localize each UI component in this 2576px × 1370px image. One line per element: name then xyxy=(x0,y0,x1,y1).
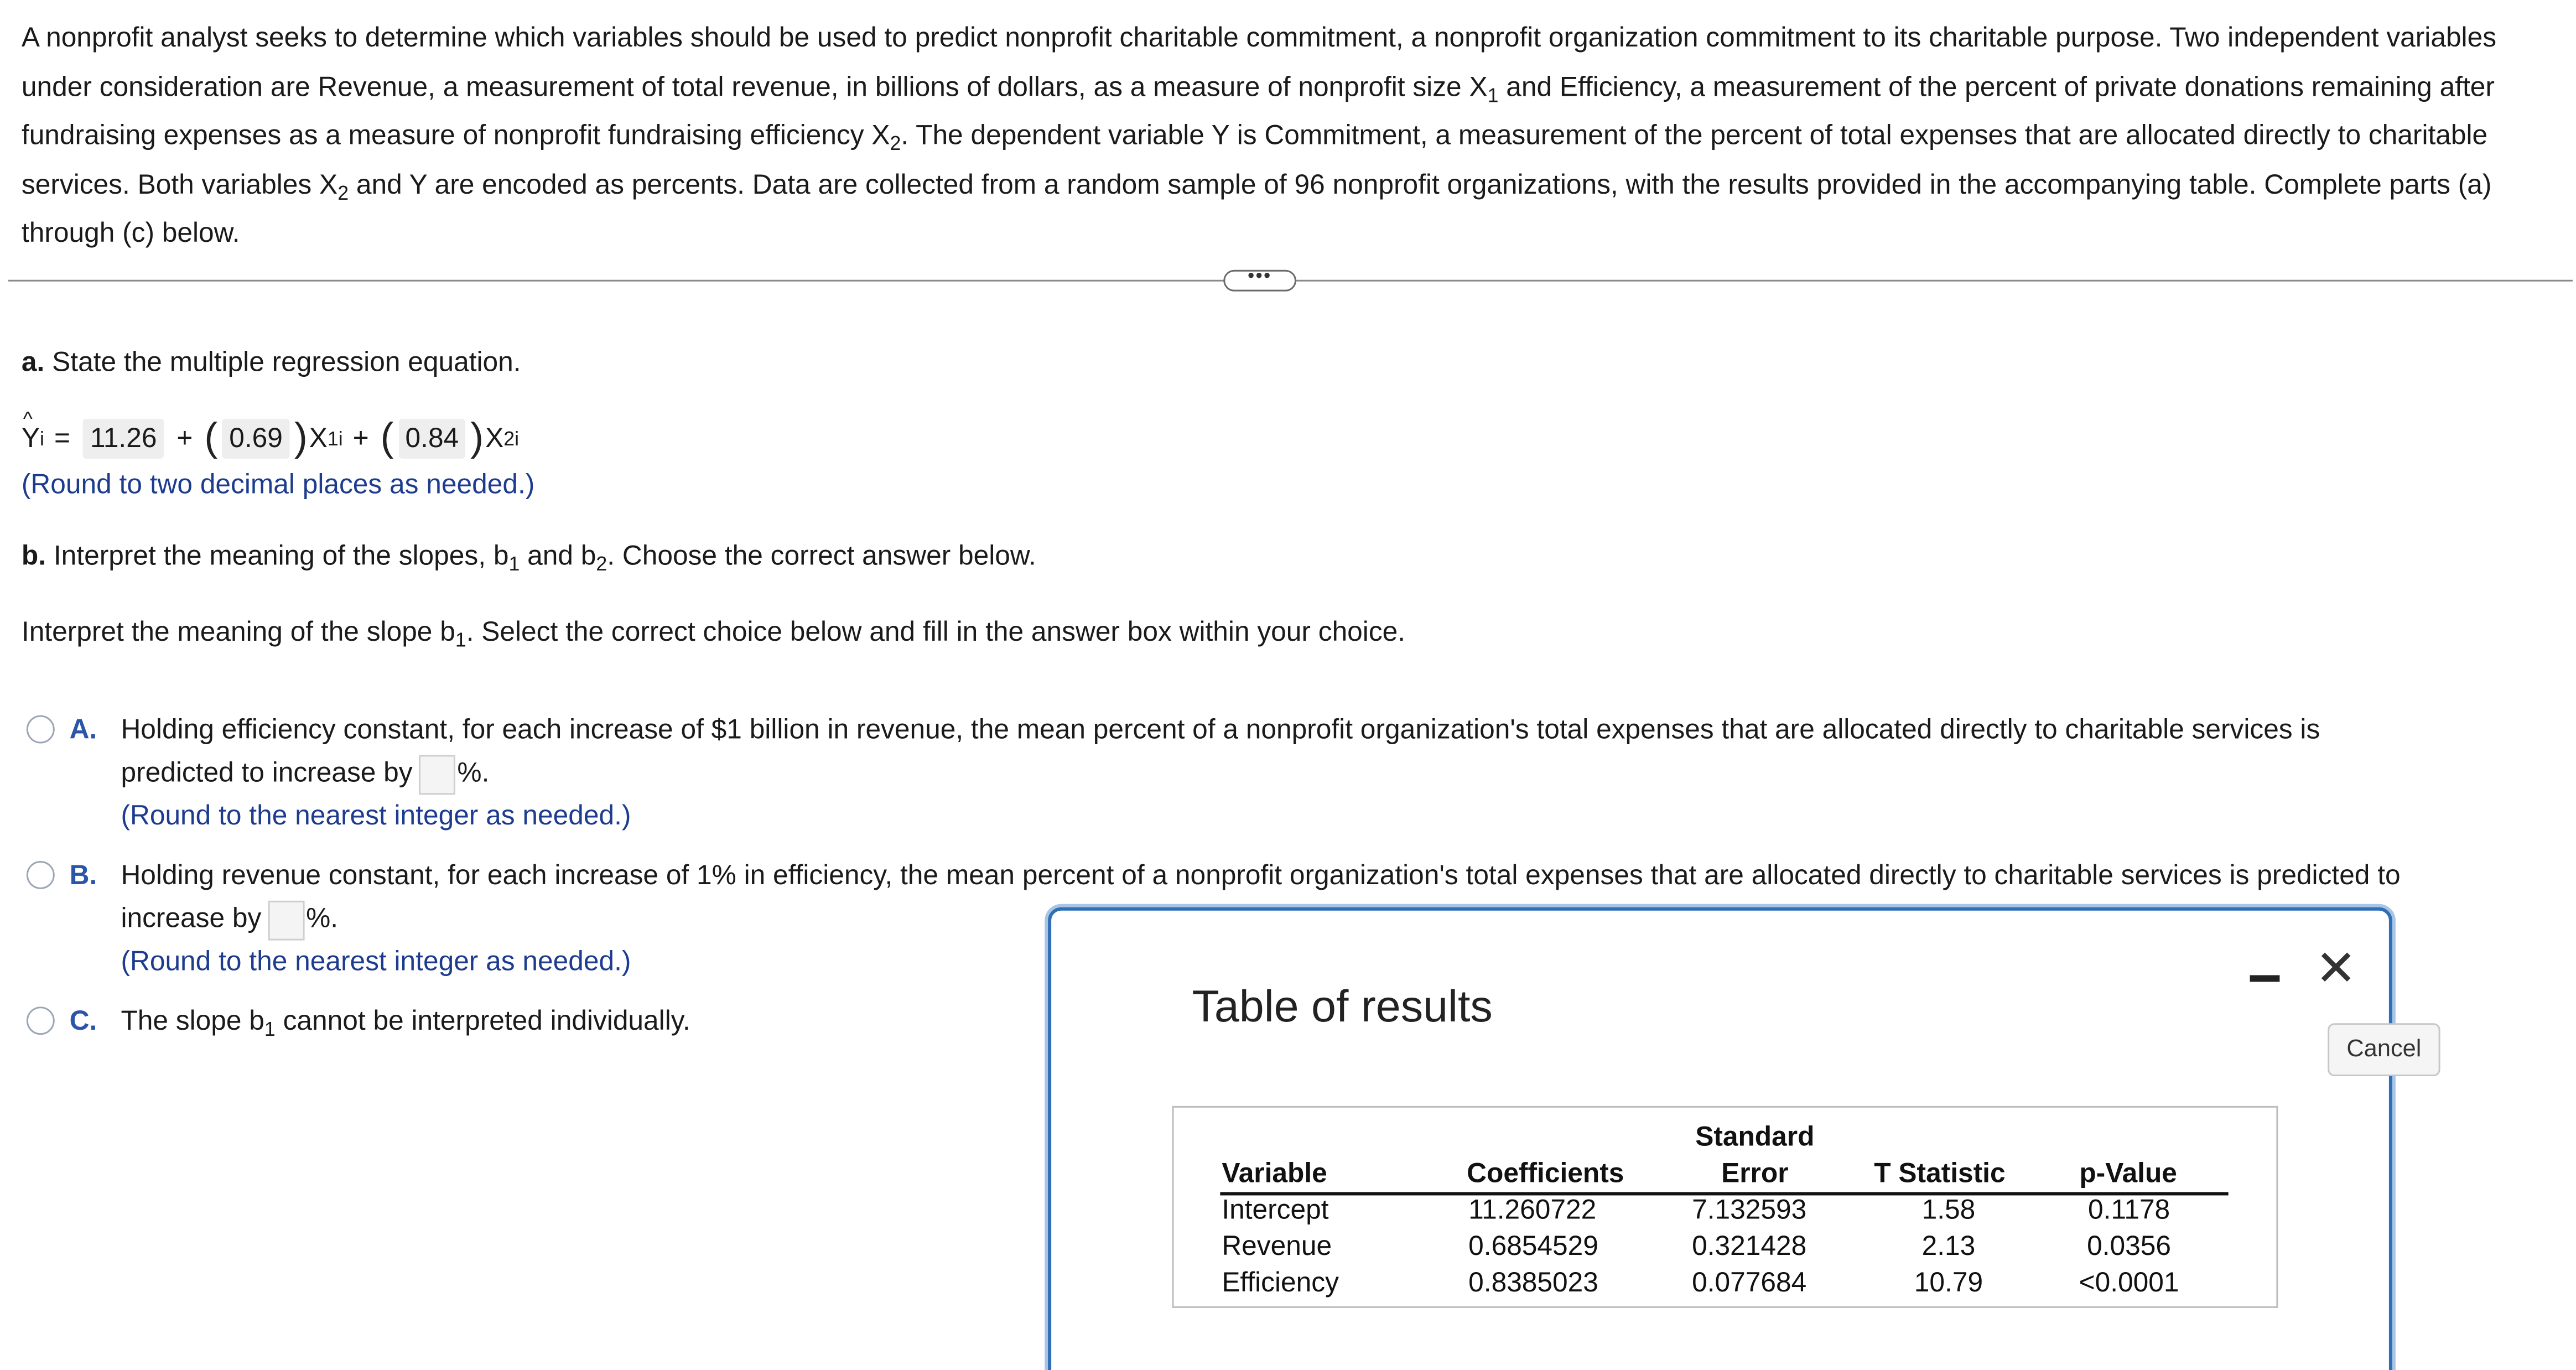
minimize-icon[interactable] xyxy=(2250,975,2280,982)
dialog-title: Table of results xyxy=(1192,982,1493,1032)
part-b-subscript-2: 2 xyxy=(596,552,607,576)
table-of-results-dialog xyxy=(1048,907,2422,1370)
regression-equation: ^ Y i = 11.26 + ( 0.69 ) X 1i + ( 0.84 ) X 2i xyxy=(22,416,519,462)
open-paren-2: ( xyxy=(380,416,394,460)
close-paren-1: ) xyxy=(294,416,308,460)
b2-answer-box[interactable]: 0.84 xyxy=(399,419,466,459)
intro-text-2: and Efficiency, a measurement of the percent of private donations remaining after fundraising expenses as a measure of nonprofit fundraising efficiency X xyxy=(21,70,2495,151)
close-icon[interactable]: ✕ xyxy=(2315,942,2357,997)
part-b-prompt-text-2: and b xyxy=(520,539,596,572)
table-cell-coefficient: 11.260722 xyxy=(1468,1193,1597,1226)
table-cell-variable: Intercept xyxy=(1222,1193,1329,1226)
part-b-letter: b. xyxy=(21,539,46,572)
part-b-subscript-1: 1 xyxy=(508,552,520,576)
results-table xyxy=(1172,1106,2278,1308)
problem-statement xyxy=(22,13,2563,257)
b1-answer-box[interactable]: 0.69 xyxy=(222,419,289,459)
option-a-line2-post: %. xyxy=(457,756,490,788)
intercept-answer-box[interactable]: 11.26 xyxy=(84,419,164,459)
part-b-prompt xyxy=(22,538,1036,574)
part-a-prompt xyxy=(22,344,521,381)
slope-instruction-text-2: . Select the correct choice below and fill in the answer box within your choice. xyxy=(466,616,1406,647)
part-a-hint: (Round to two decimal places as needed.) xyxy=(21,468,535,500)
table-cell-t: 1.58 xyxy=(1921,1193,1976,1226)
expand-more-button[interactable]: ••• xyxy=(1223,270,1296,292)
header-coefficients: Coefficients xyxy=(1467,1157,1624,1189)
option-a-line1: Holding efficiency constant, for each increase of $1 billion in revenue, the mean percent of a nonprofit organization's total expenses that are allocated directly to charitable services is xyxy=(121,713,2320,745)
table-cell-p: 0.1178 xyxy=(2087,1193,2170,1226)
option-c-label: C. xyxy=(69,1005,97,1037)
option-a-hint: (Round to the nearest integer as needed.) xyxy=(121,800,631,832)
header-t-statistic: T Statistic xyxy=(1874,1157,2006,1189)
open-paren-1: ( xyxy=(204,416,218,460)
table-cell-variable: Efficiency xyxy=(1222,1267,1339,1298)
option-b-line2-post: %. xyxy=(306,902,339,934)
option-b-line1: Holding revenue constant, for each increase of 1% in efficiency, the mean percent of a nonprofit organization's total expenses that are allocated directly to charitable services is predicted to xyxy=(121,859,2401,891)
table-cell-coefficient: 0.6854529 xyxy=(1468,1230,1598,1262)
header-error: Error xyxy=(1721,1157,1789,1189)
table-cell-variable: Revenue xyxy=(1222,1230,1332,1262)
close-paren-2: ) xyxy=(470,416,484,460)
option-a-label: A. xyxy=(69,713,97,745)
part-a-letter: a. xyxy=(21,346,45,378)
part-b-prompt-text-1: Interpret the meaning of the slopes, b xyxy=(53,539,509,572)
option-c-text xyxy=(121,1000,690,1043)
plus-sign-2: + xyxy=(352,422,369,454)
y-hat-letter: Y xyxy=(21,422,40,454)
option-a-line2 xyxy=(121,752,2471,795)
slope-b1-instruction xyxy=(22,614,1405,651)
option-b-line2-pre: increase by xyxy=(121,902,262,934)
intro-subscript-1: 1 xyxy=(1487,82,1499,106)
table-cell-se: 0.077684 xyxy=(1692,1267,1807,1298)
option-c-radio[interactable] xyxy=(27,1006,55,1035)
table-cell-se: 0.321428 xyxy=(1692,1230,1807,1262)
slope-instruction-text-1: Interpret the meaning of the slope b xyxy=(21,616,455,647)
option-a-answer-input[interactable] xyxy=(419,754,456,794)
y-hat-symbol xyxy=(22,422,40,455)
table-cell-coefficient: 0.8385023 xyxy=(1468,1267,1598,1298)
header-p-value: p-Value xyxy=(2079,1157,2177,1189)
slope-instruction-subscript: 1 xyxy=(455,628,466,652)
x2-symbol: X xyxy=(485,422,504,454)
table-cell-p: <0.0001 xyxy=(2079,1267,2179,1298)
option-b-radio[interactable] xyxy=(27,861,55,889)
cancel-button[interactable]: Cancel xyxy=(2328,1023,2440,1076)
table-cell-t: 2.13 xyxy=(1921,1230,1976,1262)
intro-text-1: A nonprofit analyst seeks to determine which variables should be used to predict nonprofit charitable commitment, a nonprofit organization commitment to its charitable purpose. Two independent variables under consideration are Revenue, a measurement of total revenue, in billions of dollars, as a measure of nonprofit size X xyxy=(21,21,2497,102)
table-cell-t: 10.79 xyxy=(1914,1267,1983,1298)
option-c-text-pre: The slope b xyxy=(121,1005,264,1037)
header-variable: Variable xyxy=(1222,1157,1327,1189)
option-b-label: B. xyxy=(69,859,97,891)
header-standard: Standard xyxy=(1695,1120,1815,1153)
option-b-hint: (Round to the nearest integer as needed.) xyxy=(121,945,631,977)
x1-symbol: X xyxy=(309,422,328,454)
table-cell-p: 0.0356 xyxy=(2087,1230,2172,1262)
equals-sign: = xyxy=(54,422,70,454)
option-b-answer-input[interactable] xyxy=(268,900,304,940)
option-a-line2-pre: predicted to increase by xyxy=(121,756,413,788)
intro-subscript-2: 2 xyxy=(890,132,901,155)
intro-text-4: and Y are encoded as percents. Data are collected from a random sample of 96 nonprofit organizations, with the results provided in the accompanying table. Complete parts (a) through (c) below. xyxy=(21,168,2492,248)
plus-sign-1: + xyxy=(176,422,193,454)
part-a-prompt-text: State the multiple regression equation. xyxy=(52,346,521,378)
option-a-text xyxy=(121,709,2471,838)
option-a-radio[interactable] xyxy=(27,715,55,744)
option-c-text-post: cannot be interpreted individually. xyxy=(275,1005,690,1037)
intro-text-3: . The dependent variable Y is Commitment, a measurement of the percent of total expenses that are allocated directly to charitable services. Both variables X xyxy=(21,119,2488,200)
part-b-prompt-text-3: . Choose the correct answer below. xyxy=(607,539,1036,572)
intro-subscript-3: 2 xyxy=(337,180,349,204)
table-cell-se: 7.132593 xyxy=(1692,1193,1807,1226)
option-c-subscript: 1 xyxy=(264,1018,276,1041)
